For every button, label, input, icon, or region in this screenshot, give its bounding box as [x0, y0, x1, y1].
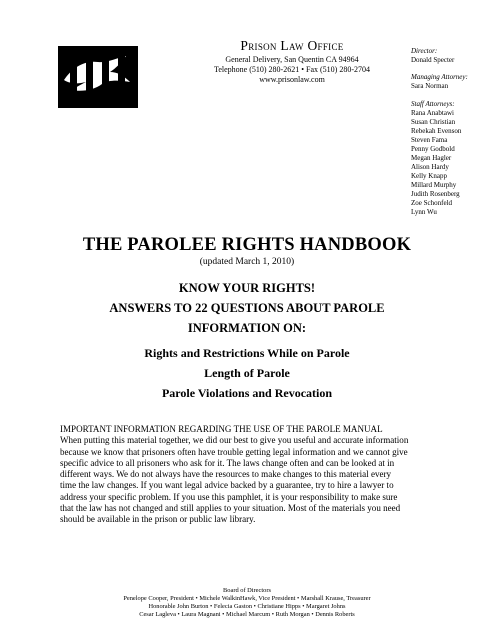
org-address: General Delivery, San Quentin CA 94964 [225, 55, 359, 64]
managing-title: Managing Attorney: [411, 73, 468, 81]
body-line: that the law has not changed and still applies to your situation. Most of the materials you need [60, 503, 401, 514]
staff-name: Megan Hagler [411, 154, 452, 162]
body-line: specific advice to all prisoners who ask for it. The laws change often and can be looked at in [60, 457, 395, 468]
updated-date: (updated March 1, 2010) [199, 257, 295, 267]
board-title: Board of Directors [223, 587, 271, 594]
staff-name: Judith Rosenberg [411, 190, 460, 198]
important-info-heading: IMPORTANT INFORMATION REGARDING THE USE OF THE PAROLE MANUAL [60, 424, 383, 434]
body-line: because we know that prisoners often have trouble getting legal information and we cannot give [60, 446, 408, 457]
staff-name: Penny Godbold [411, 145, 455, 153]
org-website[interactable]: www.prisonlaw.com [259, 75, 325, 84]
subhead-answers: ANSWERS TO 22 QUESTIONS ABOUT PAROLE [109, 301, 385, 315]
topic-length: Length of Parole [204, 366, 290, 380]
document-title: THE PAROLEE RIGHTS HANDBOOK [82, 235, 412, 255]
managing-name: Sara Norman [411, 82, 449, 90]
staff-name: Susan Christian [411, 118, 456, 126]
subhead-know-rights: KNOW YOUR RIGHTS! [178, 281, 316, 295]
board-line: Penelope Cooper, President • Michele WalkinHawk, Vice President • Marshall Krause, Treasurer [123, 595, 371, 602]
staff-name: Zoe Schonfeld [411, 199, 453, 207]
staff-name: Rana Anabtawi [411, 109, 454, 117]
body-line: should be available in the prison or public law library. [60, 514, 256, 525]
board-line: Cesar Lagleva • Laura Magnani • Michael Marcum • Ruth Morgan • Dennis Roberts [139, 611, 355, 618]
subhead-information: INFORMATION ON: [187, 321, 307, 335]
body-line: When putting this material together, we did our best to give you useful and accurate information [60, 435, 409, 446]
director-name: Donald Specter [411, 56, 455, 64]
director-title: Director: [411, 47, 438, 55]
important-info-section [60, 424, 446, 526]
staff-name: Lynn Wu [411, 208, 437, 216]
body-line: address your specific problem. If you use this pamphlet, it is your responsibility to make sure [60, 491, 398, 502]
staff-list [411, 109, 461, 217]
bird-behind-bars-logo [58, 46, 138, 108]
staff-name: Kelly Knapp [411, 172, 447, 180]
topic-rights: Rights and Restrictions While on Parole [144, 346, 350, 360]
staff-name: Alison Hardy [411, 163, 449, 171]
org-phone-fax: Telephone (510) 280-2621 • Fax (510) 280-2704 [214, 65, 370, 74]
staff-name: Millard Murphy [411, 181, 457, 189]
org-name: Prison Law Office [240, 38, 344, 53]
topic-violations: Parole Violations and Revocation [161, 386, 333, 400]
staff-title: Staff Attorneys: [411, 100, 455, 108]
staff-name: Steven Fama [411, 136, 448, 144]
body-line: different ways. We do not always have the resources to make changes to this material every [60, 469, 392, 480]
board-line: Honorable John Burton • Felecia Gaston • Christiane Hipps • Margaret Johns [148, 603, 346, 610]
staff-name: Rebekah Evenson [411, 127, 462, 135]
body-line: time the law changes. If you want legal advice backed by a guarantee, try to hire a lawyer to [60, 480, 394, 491]
